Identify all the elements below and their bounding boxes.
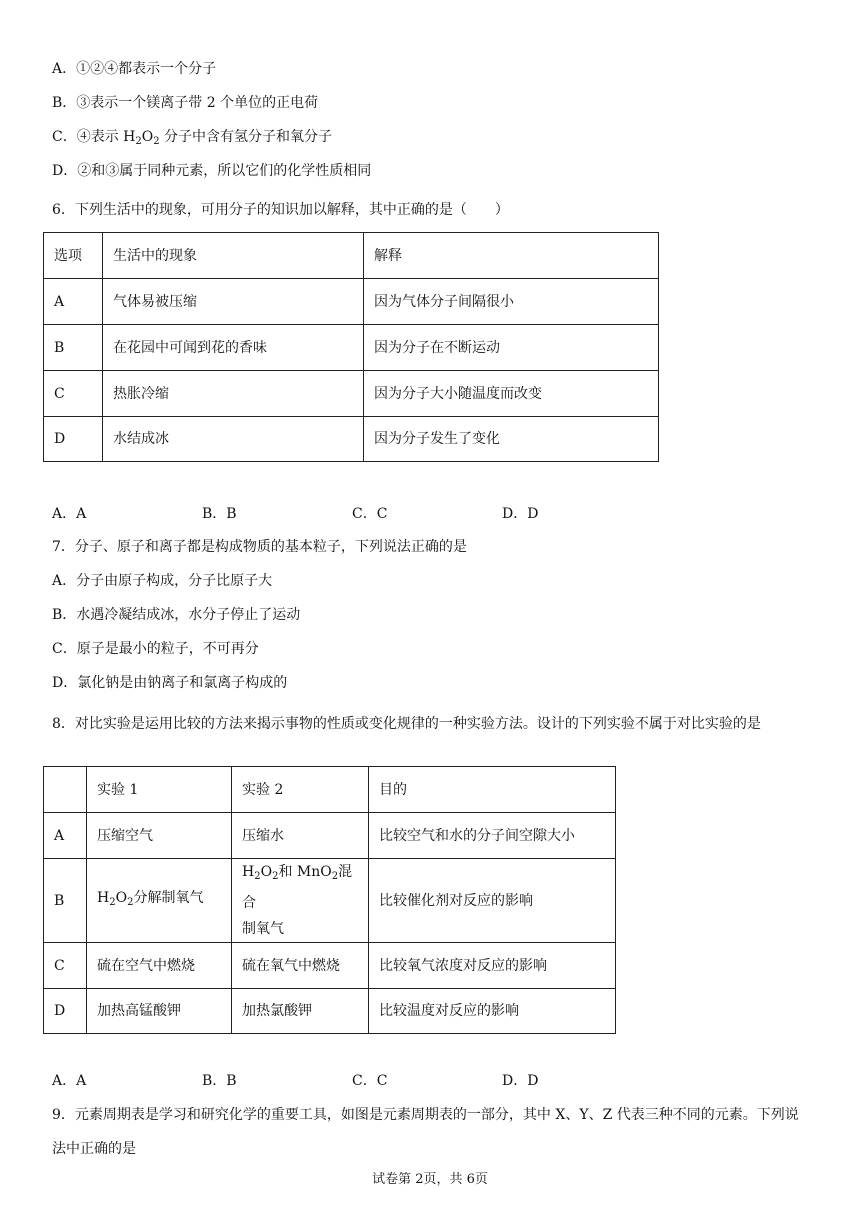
formula-part: H: [97, 890, 110, 906]
q6-stem: 6．下列生活中的现象，可用分子的知识加以解释，其中正确的是（ ）: [52, 202, 509, 218]
q8-choice-d: D．D: [502, 1073, 539, 1089]
q5-c-sub1: 2: [135, 136, 142, 147]
table-cell: C: [44, 943, 87, 989]
q8-choice-b: B．B: [202, 1073, 237, 1089]
table-cell: 硫在氧气中燃烧: [232, 943, 369, 989]
table-header-cell: 实验 2: [232, 767, 369, 813]
formula-part: O: [260, 864, 273, 880]
table-row: [44, 813, 616, 859]
q5-option-b: B．③表示一个镁离子带 2 个单位的正电荷: [52, 95, 319, 111]
formula-part: 分解制氧气: [133, 890, 204, 906]
q7-option-b: B．水遇冷凝结成冰，水分子停止了运动: [52, 607, 301, 623]
table-cell: 因为分子大小随温度而改变: [364, 371, 659, 417]
table-row: [44, 233, 659, 279]
table-cell: 因为气体分子间隔很小: [364, 279, 659, 325]
table-header-cell: 目的: [369, 767, 616, 813]
formula-sub: 2: [272, 871, 279, 882]
table-cell: [87, 859, 232, 943]
q8-choices: [52, 1070, 652, 1090]
table-cell: 压缩水: [232, 813, 369, 859]
table-header-cell: [44, 767, 87, 813]
table-cell: [232, 859, 369, 943]
table-row: [44, 859, 616, 943]
q7-option-d: D．氯化钠是由钠离子和氯离子构成的: [52, 675, 288, 691]
q6-choice-c: C．C: [352, 506, 388, 522]
q9-stem: 9．元素周期表是学习和研究化学的重要工具，如图是元素周期表的一部分，其中 X、Y、Z 代表三种不同的元素。下列说法中正确的是: [52, 1107, 799, 1157]
q5-option-a: A．①②④都表示一个分子: [52, 61, 217, 77]
formula-part: 混合: [242, 864, 353, 911]
table-cell: A: [44, 813, 87, 859]
table-cell: D: [44, 989, 87, 1034]
q7-stem: 7．分子、原子和离子都是构成物质的基本粒子，下列说法正确的是: [52, 539, 467, 555]
table-cell: B: [44, 325, 103, 371]
table-row: [44, 767, 616, 813]
q8-stem: 8．对比实验是运用比较的方法来揭示事物的性质或变化规律的一种实验方法。设计的下列实验不属于对比实验的是: [52, 716, 761, 732]
table-header-cell: 解释: [364, 233, 659, 279]
table-cell: 硫在空气中燃烧: [87, 943, 232, 989]
q5-c-post: 分子中含有氢分子和氧分子: [159, 129, 333, 145]
formula-part: H: [242, 864, 255, 880]
q5-option-d: D．②和③属于同种元素，所以它们的化学性质相同: [52, 163, 372, 179]
table-cell: 比较氧气浓度对反应的影响: [369, 943, 616, 989]
q7-option-c: C．原子是最小的粒子，不可再分: [52, 641, 259, 657]
table-cell: D: [44, 417, 103, 462]
table-cell: 加热高锰酸钾: [87, 989, 232, 1034]
table-cell: 气体易被压缩: [103, 279, 364, 325]
table-cell: 因为分子发生了变化: [364, 417, 659, 462]
table-row: [44, 417, 659, 462]
table-cell: A: [44, 279, 103, 325]
table-cell: C: [44, 371, 103, 417]
q6-table: [43, 232, 659, 462]
formula-sub: 2: [109, 897, 116, 908]
table-header-cell: 选项: [44, 233, 103, 279]
q8-choice-c: C．C: [352, 1073, 388, 1089]
table-row: [44, 279, 659, 325]
q6-choices: [52, 503, 652, 523]
q6-choice-a: A．A: [52, 506, 87, 522]
q5-c-pre: C．④表示 H: [52, 129, 136, 145]
formula-part: 和 MnO: [278, 864, 332, 880]
table-cell: 比较温度对反应的影响: [369, 989, 616, 1034]
table-cell: 比较空气和水的分子间空隙大小: [369, 813, 616, 859]
table-cell: 在花园中可闻到花的香味: [103, 325, 364, 371]
table-cell: 比较催化剂对反应的影响: [369, 859, 616, 943]
q8-table: [43, 766, 616, 1034]
table-row: [44, 943, 616, 989]
table-cell: 热胀冷缩: [103, 371, 364, 417]
q5-option-c: [52, 127, 332, 152]
table-header-cell: 实验 1: [87, 767, 232, 813]
q5-c-mid: O: [141, 129, 154, 145]
table-row: [44, 989, 616, 1034]
formula-part: O: [115, 890, 128, 906]
table-row: [44, 325, 659, 371]
q6-choice-b: B．B: [202, 506, 237, 522]
table-cell: 压缩空气: [87, 813, 232, 859]
formula-part: 制氧气: [242, 921, 284, 937]
table-header-cell: 生活中的现象: [103, 233, 364, 279]
formula-sub: 2: [331, 871, 339, 882]
formula-sub: 2: [127, 897, 134, 908]
q5-c-sub2: 2: [153, 136, 160, 147]
formula-sub: 2: [254, 871, 261, 882]
table-cell: B: [44, 859, 87, 943]
q6-choice-d: D．D: [502, 506, 539, 522]
table-cell: 加热氯酸钾: [232, 989, 369, 1034]
page-footer: 试卷第 2页，共 6页: [372, 1172, 488, 1187]
table-cell: 因为分子在不断运动: [364, 325, 659, 371]
table-row: [44, 371, 659, 417]
q7-option-a: A．分子由原子构成，分子比原子大: [52, 573, 273, 589]
table-cell: 水结成冰: [103, 417, 364, 462]
q8-choice-a: A．A: [52, 1073, 87, 1089]
